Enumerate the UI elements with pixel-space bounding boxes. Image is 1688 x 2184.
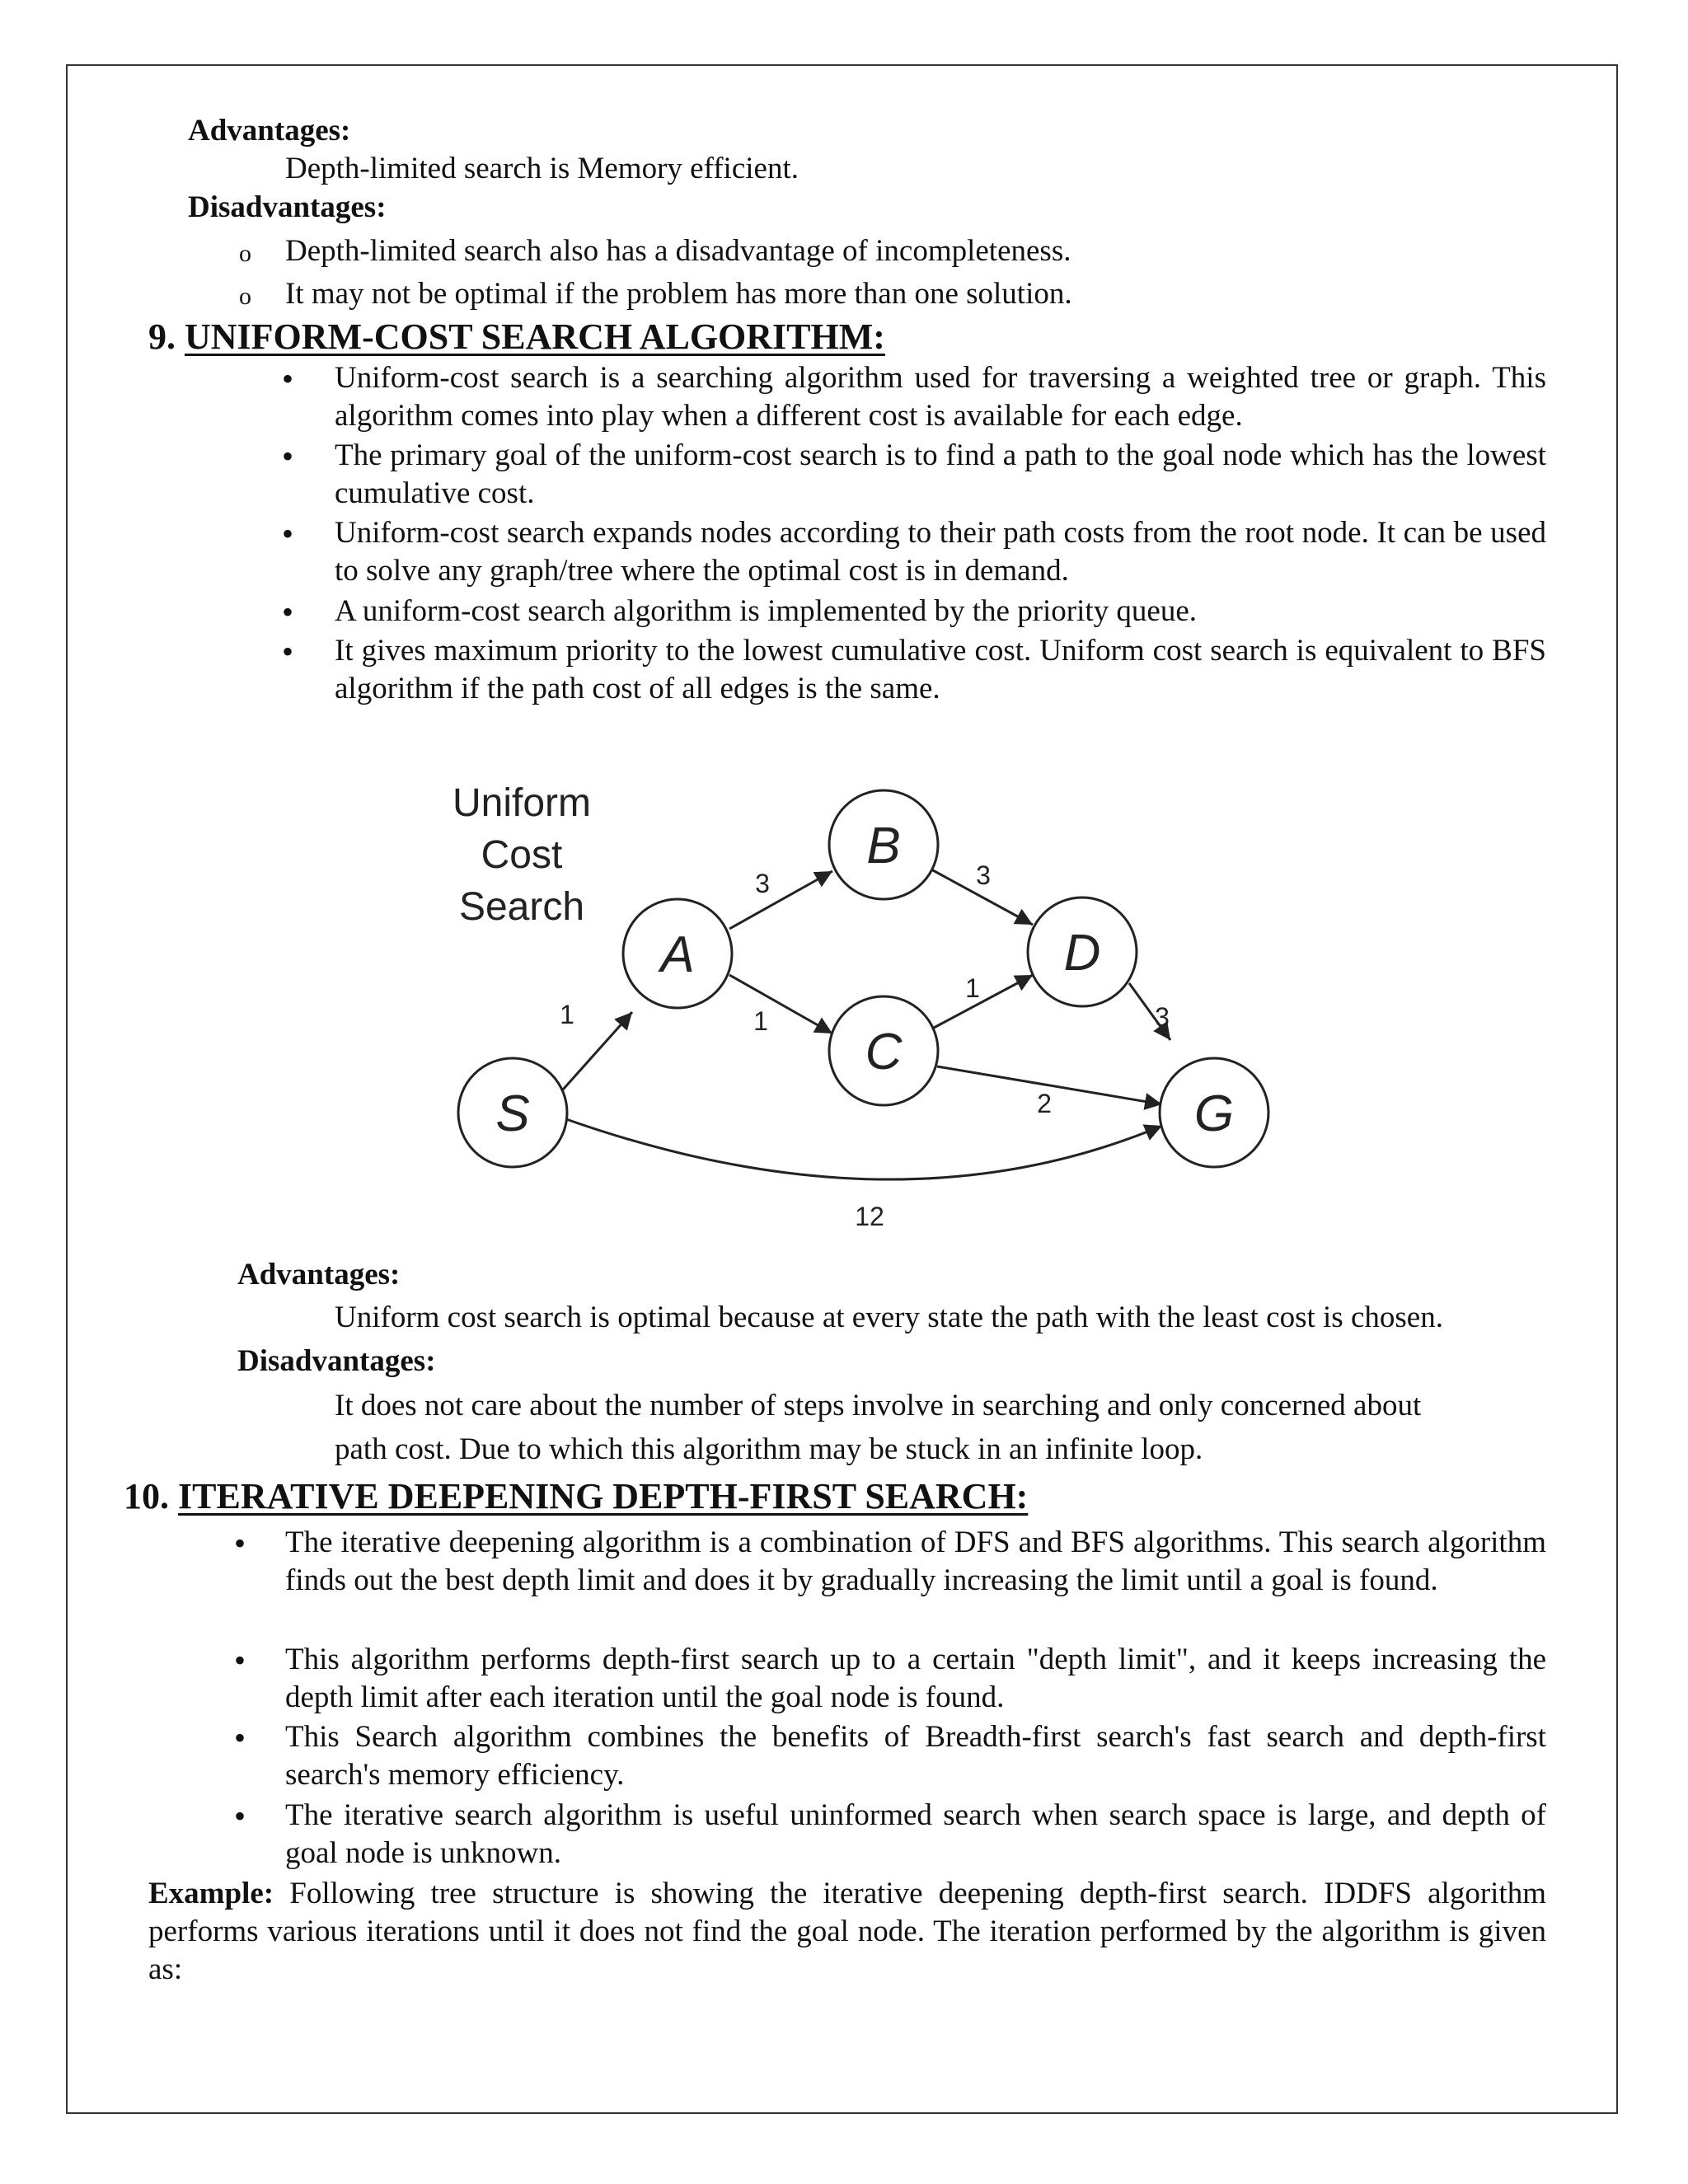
iddfs-bullet-1: The iterative deepening algorithm is a combination of DFS and BFS algorithms. This search algorithm finds out the best depth limit and does it by gradually increasing the limit until a goal is found. [285, 1526, 1546, 1597]
bullet-icon: • [234, 1797, 246, 1835]
node-label-a: A [660, 926, 695, 983]
ucs-bullet-1: Uniform-cost search is a searching algorithm used for traversing a weighted tree or graph. This algorithm comes into play when a different cost is available for each edge. [335, 361, 1546, 433]
bullet-icon: • [282, 593, 294, 630]
bullet-icon: • [282, 515, 294, 552]
edge-label-b-d: 3 [976, 860, 991, 890]
dls-disadvantage-2: It may not be optimal if the problem has more than one solution. [285, 277, 1072, 311]
example-text: Following tree structure is showing the iterative deepening depth-first search. IDDFS algorithm performs various iterations until it does not find the goal node. The iteration performed by the algorithm is given as: [148, 1877, 1546, 1986]
bullet-icon: • [282, 633, 294, 670]
edge-label-a-c: 1 [753, 1006, 768, 1036]
iddfs-bullet-4: The iterative search algorithm is useful uninformed search when search space is large, and depth of goal node is unknown. [285, 1798, 1546, 1870]
edge-label-c-g: 2 [1037, 1089, 1052, 1118]
section-heading-ucs [148, 316, 885, 359]
bullet-icon: • [234, 1642, 246, 1679]
caption-line-2: Cost [481, 833, 563, 877]
example-label: Example: [148, 1877, 274, 1910]
bullet-icon: • [282, 360, 294, 397]
edge-label-s-a: 1 [560, 1000, 574, 1029]
edge-c-d [934, 975, 1033, 1028]
dls-disadvantage-1: Depth-limited search also has a disadvantage of incompleteness. [285, 234, 1071, 268]
bullet-icon: • [234, 1525, 246, 1562]
ucs-advantage-text: Uniform cost search is optimal because at every state the path with the least cost is chosen. [335, 1301, 1443, 1334]
ucs-disadvantage-line-2: path cost. Due to which this algorithm may be stuck in an infinite loop. [335, 1432, 1203, 1466]
ucs-bullet-5: It gives maximum priority to the lowest cumulative cost. Uniform cost search is equivalent to BFS algorithm if the path cost of all edges is the same. [335, 634, 1546, 705]
node-a [623, 899, 732, 1008]
node-label-d: D [1063, 925, 1101, 982]
edge-s-g [566, 1119, 1162, 1179]
edge-label-a-b: 3 [755, 869, 770, 898]
section-heading-iddfs [124, 1475, 1028, 1519]
iddfs-bullet-3: This Search algorithm combines the benefits of Breadth-first search's fast search and depth-first search's memory efficiency. [285, 1720, 1546, 1792]
node-label-s: S [495, 1085, 530, 1142]
caption-line-1: Uniform [452, 781, 592, 825]
dls-advantages-label: Advantages: [188, 114, 351, 148]
ucs-bullet-2: The primary goal of the uniform-cost search is to find a path to the goal node which has the lowest cumulative cost. [335, 438, 1546, 510]
example-paragraph [148, 1875, 1546, 1989]
circle-bullet-icon: o [239, 283, 251, 310]
node-c [829, 996, 938, 1105]
node-d [1028, 898, 1137, 1006]
ucs-disadvantage-line-1: It does not care about the number of steps involve in searching and only concerned about [335, 1389, 1422, 1422]
node-label-g: G [1193, 1085, 1235, 1142]
node-b [829, 790, 938, 899]
ucs-advantages-label: Advantages: [237, 1258, 401, 1291]
bullet-icon: • [234, 1719, 246, 1756]
section-number: 9. [148, 316, 176, 357]
node-s [458, 1058, 567, 1167]
edge-label-d-g: 3 [1155, 1002, 1170, 1032]
section-number: 10. [124, 1476, 169, 1516]
ucs-bullet-3: Uniform-cost search expands nodes according to their path costs from the root node. It can be used to solve any graph/tree where the optimal cost is in demand. [335, 516, 1546, 588]
ucs-graph-diagram [429, 758, 1294, 1236]
section-title: UNIFORM-COST SEARCH ALGORITHM: [185, 316, 885, 357]
iddfs-bullet-2: This algorithm performs depth-first search up to a certain "depth limit", and it keeps increasing the depth limit after each iteration until the goal node is found. [285, 1643, 1546, 1714]
caption-line-3: Search [458, 885, 585, 929]
ucs-bullet-4: A uniform-cost search algorithm is implemented by the priority queue. [335, 594, 1198, 628]
ucs-disadvantages-label: Disadvantages: [237, 1344, 436, 1378]
node-label-b: B [866, 818, 901, 874]
circle-bullet-icon: o [239, 240, 251, 267]
node-g [1160, 1058, 1268, 1167]
edge-label-s-g: 12 [855, 1202, 884, 1231]
section-title: ITERATIVE DEEPENING DEPTH-FIRST SEARCH: [178, 1476, 1029, 1516]
edge-a-c [729, 975, 832, 1033]
graph-caption [452, 781, 591, 929]
node-label-c: C [865, 1024, 903, 1080]
dls-advantage-text: Depth-limited search is Memory efficient. [285, 152, 799, 185]
edge-label-c-d: 1 [965, 973, 980, 1003]
edge-a-b [729, 871, 832, 929]
dls-disadvantages-label: Disadvantages: [188, 190, 387, 224]
bullet-icon: • [282, 438, 294, 475]
